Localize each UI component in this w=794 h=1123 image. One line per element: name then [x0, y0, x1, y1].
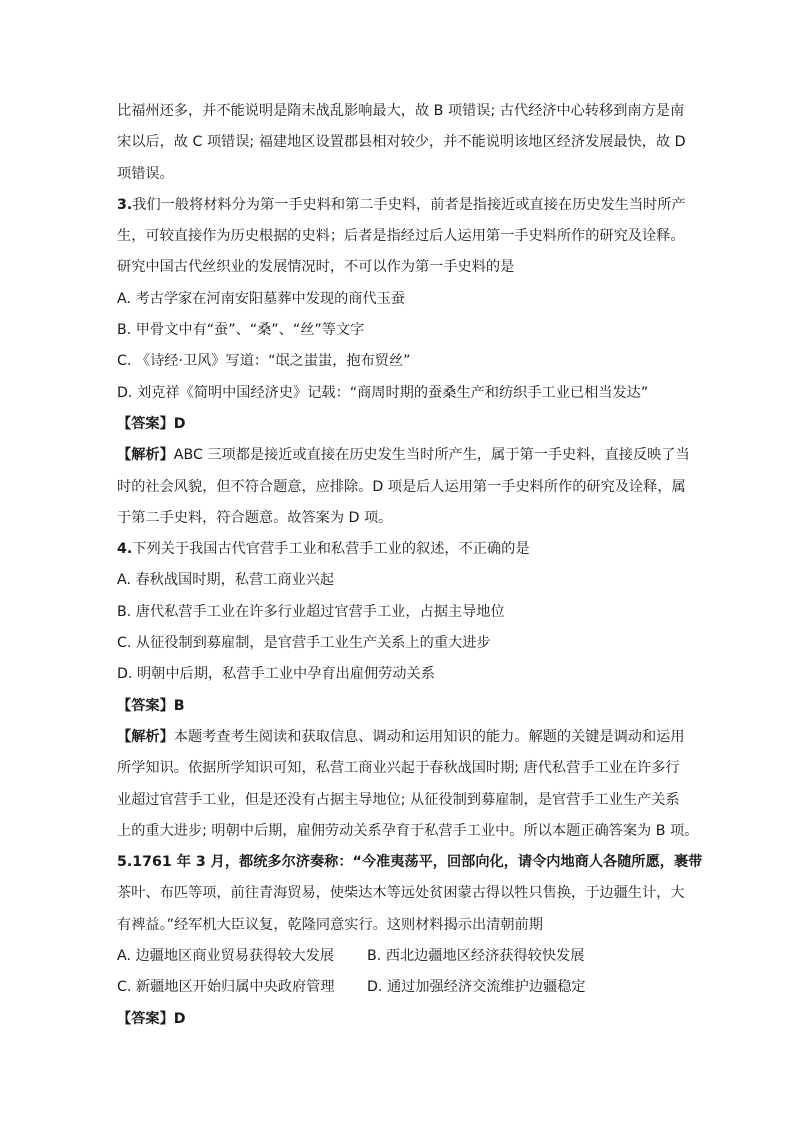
prev-explanation — [117, 96, 686, 190]
analysis-text: 上的重大进步; 明朝中后期，雇佣劳动关系孕育于私营手工业中。所以本题正确答案为 B 项。 — [117, 822, 699, 839]
answer-label: 【答案】 — [117, 697, 174, 714]
question-4 — [117, 534, 699, 847]
answer-value: D — [173, 415, 186, 432]
answer-line — [117, 1004, 677, 1035]
option-c: C. 从征役制到募雇制，是官营手工业生产关系上的重大进步 — [117, 635, 491, 652]
question-stem: 茶叶、布匹等项，前往青海贸易，使柴达木等远处贫困蒙古得以牲只售换，于边疆生计，大 — [117, 885, 685, 902]
answer-label: 【答案】 — [117, 415, 174, 432]
analysis-text: 业超过官营手工业，但是还没有占据主导地位; 从征役制到募雇制，是官营手工业生产关系 — [117, 791, 680, 808]
option-a: A. 春秋战国时期，私营工商业兴起 — [117, 572, 335, 589]
option-b: B. 西北边疆地区经济获得较快发展 — [367, 948, 585, 965]
answer-label: 【答案】 — [117, 1010, 174, 1027]
analysis-text: 本题考查考生阅读和获取信息、调动和运用知识的能力。解题的关键是调动和运用 — [173, 728, 685, 745]
prev-explanation-line: 宋以后，故 C 项错误; 福建地区设置郡县相对较少，并不能说明该地区经济发展最快，故 D — [117, 134, 686, 151]
option-b: B. 唐代私营手工业在许多行业超过官营手工业，占据主导地位 — [117, 603, 505, 620]
option-d: D. 明朝中后期，私营手工业中孕育出雇佣劳动关系 — [117, 666, 435, 683]
option-b: B. 甲骨文中有“蚕”、“桑”、“丝”等文字 — [117, 322, 365, 339]
analysis-line — [117, 440, 690, 471]
analysis-line — [117, 722, 685, 753]
question-stem: 生，可较直接作为历史根据的史料；后者是指经过后人运用第一手史料所作的研究及诠释。 — [117, 228, 685, 245]
question-number: 4. — [117, 541, 133, 558]
answer-line — [117, 691, 677, 722]
analysis-label: 【解析】 — [117, 728, 174, 745]
answer-value: B — [173, 697, 185, 714]
option-row — [117, 972, 677, 1003]
question-3 — [117, 190, 690, 534]
option-a: A. 考古学家在河南安阳墓葬中发现的商代玉蚕 — [117, 290, 406, 307]
question-stem: 1761 年 3 月，都统多尔济奏称：“今准夷荡平，回部向化，请令内地商人各随所愿，裹带 — [132, 854, 703, 871]
question-number: 5. — [117, 854, 133, 871]
answer-value: D — [173, 1010, 186, 1027]
question-stem: 研究中国古代丝织业的发展情况时，不可以作为第一手史料的是 — [117, 259, 515, 276]
option-a: A. 边疆地区商业贸易获得较大发展 — [117, 948, 335, 965]
question-stem: 下列关于我国古代官营手工业和私营手工业的叙述，不正确的是 — [132, 541, 530, 558]
analysis-text: 时的社会风貌，但不符合题意，应排除。D 项是后人运用第一手史料所作的研究及诠释，属 — [117, 478, 686, 495]
analysis-label: 【解析】 — [117, 447, 174, 464]
question-number: 3. — [117, 196, 133, 213]
option-c: C. 《诗经·卫风》写道：“氓之蚩蚩，抱布贸丝” — [117, 353, 411, 370]
analysis-text: ABC 三项都是接近或直接在历史发生当时所产生，属于第一手史料，直接反映了当 — [173, 447, 690, 464]
answer-line — [117, 409, 677, 440]
question-stem: 我们一般将材料分为第一手史料和第二手史料，前者是指接近或直接在历史发生当时所产 — [132, 196, 686, 213]
analysis-text: 于第二手史料，符合题意。故答案为 D 项。 — [117, 509, 393, 526]
option-c: C. 新疆地区开始归属中央政府管理 — [117, 979, 335, 996]
option-row — [117, 941, 677, 972]
option-d: D. 刘克祥《简明中国经济史》记载：“商周时期的蚕桑生产和纺织手工业已相当发达” — [117, 384, 649, 401]
question-stem: 有裨益。”经军机大臣议复，乾隆同意实行。这则材料揭示出清朝前期 — [117, 916, 543, 933]
analysis-text: 所学知识。依据所学知识可知，私营工商业兴起于春秋战国时期; 唐代私营手工业在许多行 — [117, 760, 680, 777]
prev-explanation-line: 比福州还多，并不能说明是隋末战乱影响最大，故 B 项错误; 古代经济中心转移到南方是南 — [117, 103, 685, 119]
question-5 — [117, 847, 703, 1035]
document-page — [117, 96, 703, 1035]
prev-explanation-line: 项错误。 — [117, 165, 174, 182]
option-d: D. 通过加强经济交流维护边疆稳定 — [367, 979, 586, 996]
